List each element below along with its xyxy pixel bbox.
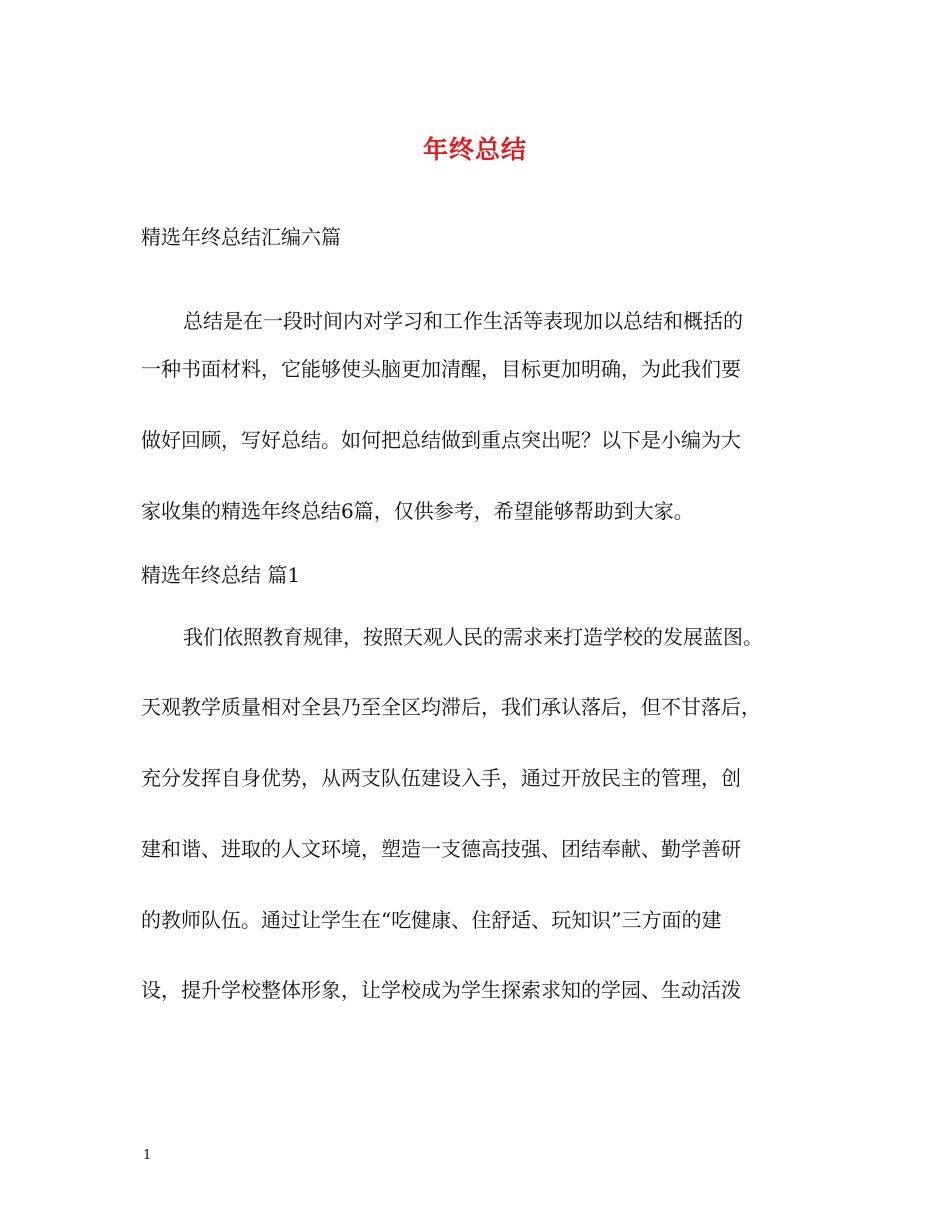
section-line-4: 建和谐、进取的人文环境，塑造一支德高技强、团结奉献、勤学善研 <box>141 837 741 861</box>
section-line-2: 天观教学质量相对全县乃至全区均滞后，我们承认落后，但不甘落后， <box>141 695 761 719</box>
intro-line-2: 一种书面材料，它能够使头脑更加清醒，目标更加明确，为此我们要 <box>141 357 741 381</box>
section-line-6: 设，提升学校整体形象，让学校成为学生探索求知的学园、生动活泼 <box>141 978 741 1002</box>
document-title: 年终总结 <box>422 135 527 164</box>
intro-line-3: 做好回顾，写好总结。如何把总结做到重点突出呢？以下是小编为大 <box>141 428 741 452</box>
section-line-1: 我们依照教育规律，按照天观人民的需求来打造学校的发展蓝图。 <box>183 625 763 649</box>
page-number: 1 <box>143 1148 152 1163</box>
section-line-3: 充分发挥自身优势，从两支队伍建设入手，通过开放民主的管理，创 <box>141 766 741 790</box>
document-subtitle: 精选年终总结汇编六篇 <box>141 225 341 249</box>
section-line-5: 的教师队伍。通过让学生在“吃健康、住舒适、玩知识”三方面的建 <box>141 908 722 932</box>
section-heading: 精选年终总结 篇1 <box>141 563 301 587</box>
intro-line-4: 家收集的精选年终总结6篇，仅供参考，希望能够帮助到大家。 <box>141 499 694 523</box>
intro-line-1: 总结是在一段时间内对学习和工作生活等表现加以总结和概括的 <box>183 309 743 333</box>
